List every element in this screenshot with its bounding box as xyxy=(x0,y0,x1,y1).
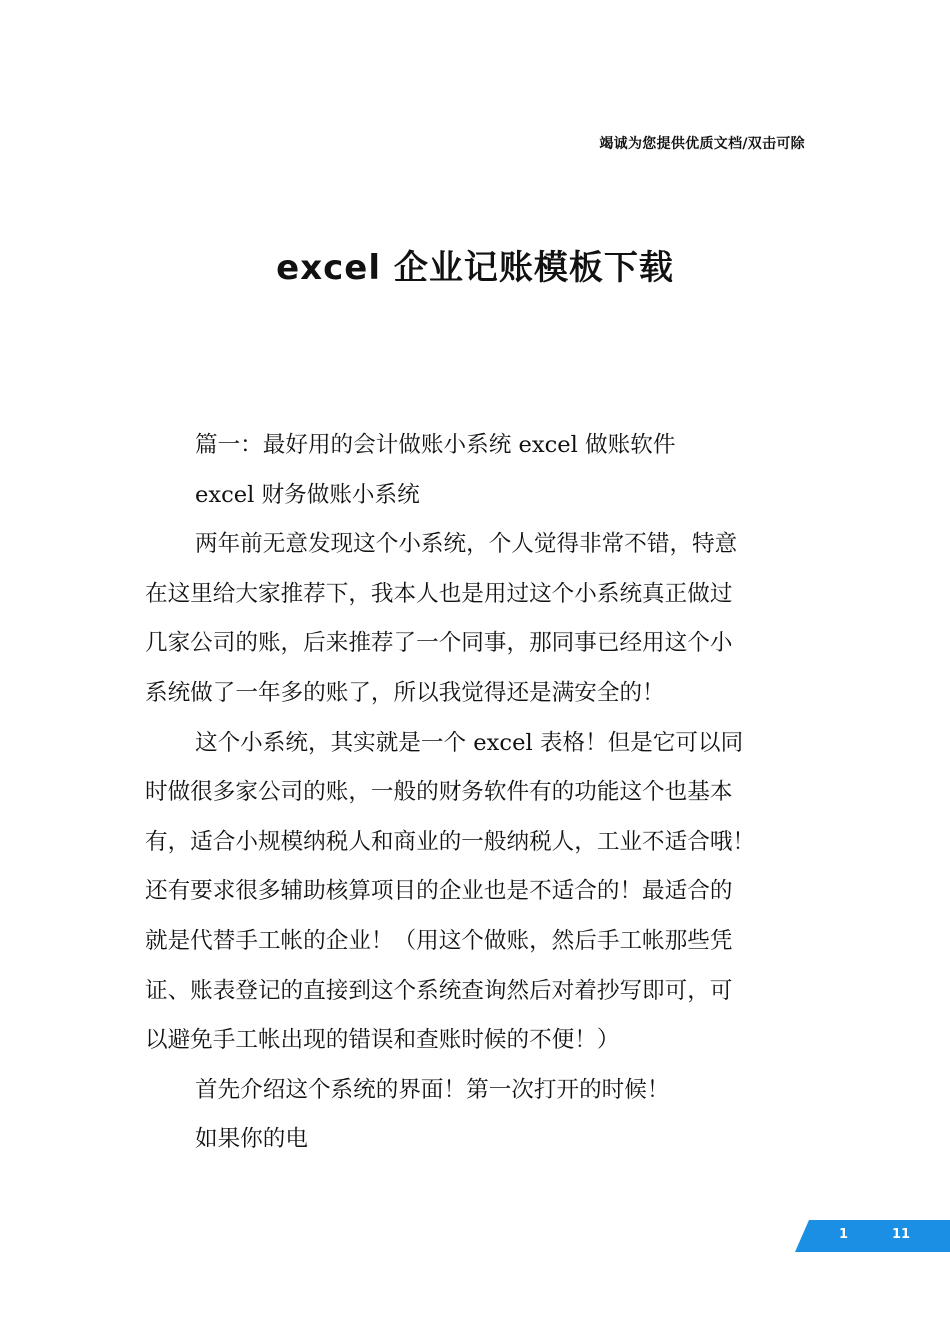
page-footer xyxy=(795,1220,950,1252)
body-line: 以避免手工帐出现的错误和查账时候的不便！） xyxy=(145,1027,620,1054)
header-note: 竭诚为您提供优质文档/双击可除 xyxy=(599,136,805,152)
body-line: 有，适合小规模纳税人和商业的一般纳税人，工业不适合哦！ xyxy=(145,828,756,855)
page-number-total: 11 xyxy=(892,1227,911,1242)
body-line: 首先介绍这个系统的界面！第一次打开的时候！ xyxy=(195,1076,670,1103)
body-line: 就是代替手工帐的企业！（用这个做账，然后手工帐那些凭 xyxy=(145,927,733,954)
body-line: 系统做了一年多的账了，所以我觉得还是满安全的！ xyxy=(145,679,665,706)
body-line: 时做很多家公司的账，一般的财务软件有的功能这个也基本 xyxy=(145,779,733,806)
document-title: excel 企业记账模板下载 xyxy=(276,248,674,288)
body-line: 如果你的电 xyxy=(195,1126,308,1153)
body-line: excel 财务做账小系统 xyxy=(195,481,420,508)
body-line: 证、账表登记的直接到这个系统查询然后对着抄写即可，可 xyxy=(145,977,733,1004)
body-line: 几家公司的账，后来推荐了一个同事，那同事已经用这个小 xyxy=(145,630,733,657)
page-number-current: 1 xyxy=(839,1227,849,1242)
body-line: 这个小系统，其实就是一个 excel 表格！但是它可以同 xyxy=(195,729,744,756)
document-body xyxy=(145,421,807,1165)
body-line: 还有要求很多辅助核算项目的企业也是不适合的！最适合的 xyxy=(145,878,733,905)
body-line: 在这里给大家推荐下，我本人也是用过这个小系统真正做过 xyxy=(145,580,733,607)
body-line: 两年前无意发现这个小系统，个人觉得非常不错，特意 xyxy=(195,531,738,558)
body-line: 篇一：最好用的会计做账小系统 excel 做账软件 xyxy=(195,432,676,458)
page-number-band xyxy=(795,1220,950,1252)
